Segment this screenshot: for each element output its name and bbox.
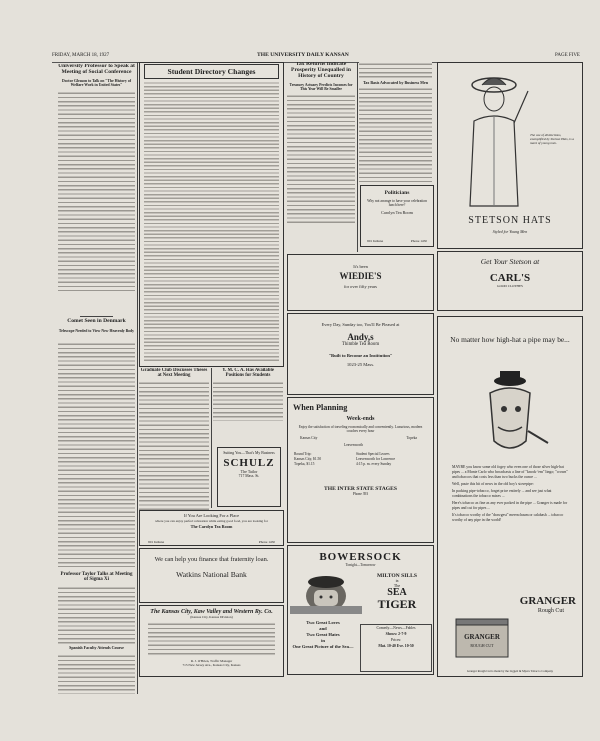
bowersock-title3: TIGER (377, 597, 417, 611)
bowersock-showtimes: Shows: 2-7-9 (385, 632, 407, 636)
carolyn-address: 901 Indiana (148, 540, 165, 544)
bowersock-name: BOWERSOCK (319, 551, 402, 563)
politicians-address: 901 Indiana (367, 239, 384, 243)
granger-ad (437, 316, 583, 677)
ferry-subtitle: (Kansas City, Kansas Division) (190, 615, 233, 619)
carls-ad (437, 251, 583, 311)
headline-sigma-xi: Professor Taylor Talks at Meeting of Sigma Xi (60, 572, 133, 583)
interstate-topeka-fare: Topeka, $1.15 (294, 462, 315, 466)
tax-subhead: Treasury Actuary Predicts Incomes for This Year Will Be Smaller (289, 82, 353, 91)
granger-brand: GRANGER (519, 595, 576, 607)
andys-address: 1023-25 Mass. (346, 362, 375, 367)
tin-sublabel: ROUGH CUT (470, 643, 494, 648)
carls-title: Get Your Stetson at (480, 257, 540, 266)
granger-tin-illustration (452, 617, 512, 659)
tax-basis-article (359, 62, 432, 182)
bowersock-title2: SEA (387, 587, 407, 598)
andys-subname: Thimble Tea Room (341, 342, 380, 347)
pipe-character-illustration (468, 371, 552, 461)
bowersock-left2: and (319, 626, 327, 631)
interstate-special3: 4:15 p. m. every Sunday (356, 462, 392, 466)
bowersock-prices: Prices: (390, 638, 402, 642)
watkins-line1: We can help you finance that fraternity loan. (154, 556, 269, 563)
carls-name: CARL'S (489, 272, 531, 284)
andys-line1: Every Day, Sunday too, You'll Be Pleased at (321, 322, 400, 327)
andys-quote: "Built to Become an Institution" (328, 353, 393, 358)
politicians-ad (360, 185, 434, 247)
article-spanish-faculty (58, 654, 135, 694)
interstate-leavenworth: Leavenworth (344, 443, 363, 447)
subhead-social-conference: Doctor Gleason to Talk on "The History of Welfare Work in United States" (61, 78, 131, 87)
interstate-special: Student Special Leaves (356, 452, 390, 456)
ferry-manager: R. J. O'Brien, Traffic Manager (190, 659, 233, 663)
interstate-kc-fare: Kansas City, $1.50 (294, 457, 322, 461)
sailor-illustration (290, 570, 362, 614)
granger-headline: No matter how high-hat a pipe may be... (450, 335, 570, 344)
interstate-text: Enjoy the satisfaction of traveling economically and conveniently. Luxurious, modern coaches every hour (298, 425, 423, 433)
article-sigma-xi (58, 586, 135, 644)
tax-basis-headline: Tax Basis Advocated by Business Men (363, 80, 428, 85)
wiedie-ad (287, 254, 434, 311)
directory-box (139, 62, 284, 367)
bowersock-title1: The (393, 583, 401, 588)
politicians-name: Carolyn Tea Room (381, 210, 413, 215)
subhead-comet: Telescope Needed to View New Heavenly Body (58, 329, 135, 333)
graduate-headline: Graduate Club Discusses Theses at Next Meeting (140, 368, 208, 379)
bowersock-left5: One Great Picture of the Sea— (292, 644, 354, 649)
politicians-title: Politicians (384, 190, 410, 196)
granger-p4: Here's tobacco as fine as any ever packed in the pipe ... Granger is made for pipes and cut for pipes ... (452, 501, 568, 510)
tax-headline: Tax Returns Indicate Prosperity Unequalled in History of Country (291, 62, 351, 79)
bowersock-left1: Two Great Loves (306, 620, 340, 625)
interstate-phone: Phone 393 (352, 492, 369, 496)
ymca-headline: Y. M. C. A. Has Available Positions for Students (222, 368, 274, 379)
interstate-ad (287, 397, 434, 543)
carolyn-line2: where you can enjoy perfect relaxation while eating good food, you are looking for (155, 519, 268, 523)
granger-p5: It's tobacco worthy of the "drawgest" meerschaum or calabash ... tobacco worthy of any pipe in the world! (452, 513, 564, 522)
andys-name: Andy,s (347, 332, 374, 342)
ferry-address: 715 New Jersey Ave., Kansas City, Kansas (182, 663, 241, 667)
interstate-round-trip: Round Trip: (294, 452, 312, 456)
granger-brand2: Rough Cut (537, 608, 564, 614)
wiedie-pre: It's been (353, 264, 368, 269)
interstate-name: THE INTER STATE STAGES (324, 486, 397, 492)
schulz-address: 717 Mass. St. (238, 474, 260, 478)
carolyn-name: The Carolyn Tea Room (190, 524, 233, 529)
interstate-title: When Planning (293, 403, 348, 412)
directory-title: Student Directory Changes (144, 64, 279, 79)
wiedie-name: WIEDIE'S (339, 271, 382, 281)
article-comet (58, 342, 135, 567)
carolyn-phone: Phone 1450 (258, 540, 275, 544)
watkins-name: Watkins National Bank (176, 570, 247, 579)
interstate-kc: Kansas City (300, 436, 318, 440)
header-page-number: PAGE FIVE (555, 53, 580, 58)
granger-p3: In packing pipe-tobacco, forget price entirely ... and see just what combinations the tobacco mixes ... (452, 489, 552, 498)
granger-p1: MAYBE you know some old fogey who even one of those silver high-hat pipes ... a Monte Carlo who broadcasts a line of "knock-'em" lingo; "crown" and tobaccos that costs less than two bucks the ounce ... (452, 465, 568, 479)
column-1 (58, 64, 135, 694)
bowersock-price-values: Mat. 10-40 Eve. 10-50 (378, 644, 414, 648)
wiedie-tagline: for over fifty years (343, 284, 378, 289)
bowersock-in: in (395, 579, 399, 583)
bowersock-ad (287, 545, 434, 675)
interstate-special2: Leavenworth for Lawrence (356, 457, 396, 461)
ferry-title: The Kansas City, Kaw Valley and Western Ry. Co. (150, 609, 273, 615)
header-paper-name: THE UNIVERSITY DAILY KANSAN (257, 52, 349, 58)
bowersock-right1: Comedy—News—Fables (376, 626, 416, 630)
schulz-line1: Suiting You—That's My Business (223, 451, 275, 455)
ymca-article (213, 368, 283, 422)
interstate-subtitle: Week-ends (346, 416, 375, 422)
carls-subtitle: GOOD CLOTHES (497, 284, 523, 288)
granger-footer: Granger Rough Cut is made by the Liggett & Myers Tobacco Company (467, 669, 553, 673)
bowersock-left4: in (321, 638, 325, 643)
schulz-tailor: The Tailor (240, 469, 258, 474)
tax-article (287, 62, 355, 252)
bowersock-star: MILTON SILLS (377, 573, 417, 579)
stetson-name: STETSON HATS (468, 215, 552, 226)
carolyn-ad (139, 510, 284, 546)
header-date: FRIDAY, MARCH 18, 1927 (52, 53, 110, 58)
stetson-tagline: Styled for Young Men (492, 229, 528, 234)
interstate-topeka: Topeka (406, 436, 417, 440)
headline-social-conference: University Professor to Speak at Meeting of Social Conference (58, 64, 135, 75)
headline-spanish-faculty: Spanish Faculty Attends Course (69, 645, 124, 650)
tin-label: GRANGER (464, 633, 500, 641)
watkins-ad (139, 548, 284, 603)
andys-ad (287, 313, 434, 395)
directory-listing (144, 81, 279, 361)
stetson-ad (437, 62, 583, 249)
granger-p2: Well, paste this bit of news in the old boy's stovepipe: (452, 482, 534, 486)
bowersock-when: Tonight—Tomorrow (345, 563, 376, 567)
politicians-text: Why not arrange to have your celebration lunch here? (367, 199, 427, 207)
man-in-hat-illustration (452, 71, 532, 211)
article-social-conference (58, 91, 135, 291)
politicians-phone: Phone 1450 (410, 239, 427, 243)
carolyn-line1: If You Are Looking For a Place (183, 513, 240, 518)
stetson-caption: The use of distinctions, exemplified by Stetson Hats, is a mark of young men. (530, 133, 575, 146)
headline-comet: Comet Seen in Denmark (67, 318, 126, 324)
ferry-ad (139, 605, 284, 677)
schulz-ad (217, 447, 281, 507)
bowersock-left3: Two Great Hates (306, 632, 340, 637)
schulz-name: SCHULZ (223, 457, 275, 469)
